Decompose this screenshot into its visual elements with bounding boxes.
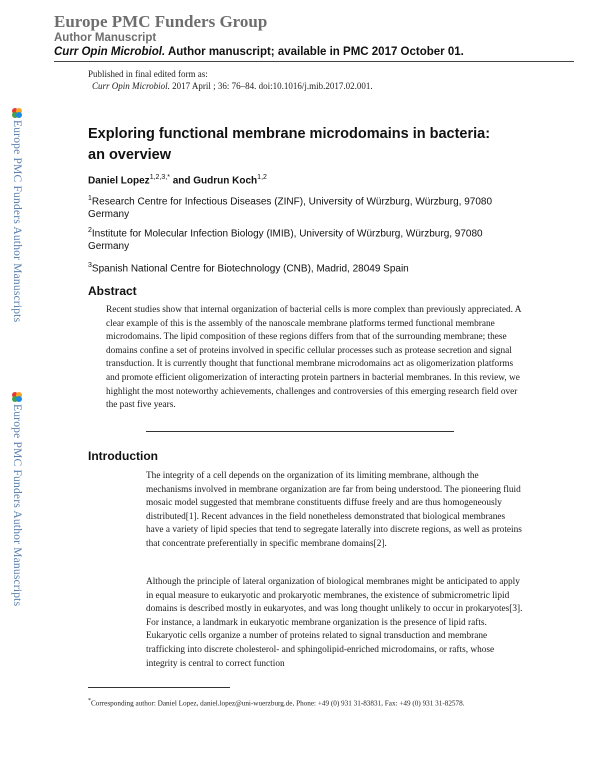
published-citation <box>88 80 373 92</box>
sidebar-watermark-bottom <box>8 392 26 606</box>
published-info <box>88 68 373 92</box>
availability-text: Author manuscript; available in PMC 2017 October 01. <box>165 46 464 58</box>
affiliation: $^1$Research Centre for Infectious Diseases (ZINF), University of Würzburg, Würzburg, 97080 Germany <box>88 195 493 221</box>
author-manuscript-label: Author Manuscript <box>54 32 157 44</box>
europe-pmc-logo-icon <box>12 392 22 402</box>
journal-name: Curr Opin Microbiol. <box>54 46 166 58</box>
footnote-marker: * <box>88 698 91 704</box>
footnote-rule <box>88 687 230 688</box>
author-list <box>88 174 267 186</box>
author-conjunction: and <box>169 175 194 187</box>
introduction-heading: Introduction <box>88 449 158 463</box>
affiliation: $^2$Institute for Molecular Infection Biology (IMIB), University of Würzburg, Würzburg, 97080 Germany <box>88 227 483 253</box>
intro-paragraph: The integrity of a cell depends on the organization of its limiting membrane, although the mechanisms involved in membrane organization are far from being understood. The pioneering fluid mosaic model suggested that membrane constituents diffuse freely and are thus homogeneously distributed[1]. Recent advances in the field nonetheless demonstrated that biological membranes have a variety of lipid species that tend to segregate laterally into discrete regions, as well as proteins that concentrate preferentially in specific membrane domains[2]. <box>146 471 522 549</box>
header-rule <box>54 61 574 62</box>
journal-header <box>54 12 574 62</box>
published-label: Published in final edited form as: <box>88 69 208 79</box>
abstract-text: Recent studies show that internal organization of bacterial cells is more complex than previously appreciated. A clear example of this is the assembly of the nanoscale membrane platforms termed functional membrane microdomains. The lipid composition of these regions differs from that of the surrounding membrane; these domains confine a set of proteins involved in specific cellular processes such as protease secretion and signal transduction. It is currently thought that functional membrane microdomains act as oligomerization platforms and promote efficient oligomerization of interacting protein partners in bacterial membranes. In this review, we highlight the most noteworthy achievements, challenges and controversies of this emerging research field over the past five years. <box>106 305 521 411</box>
funders-group-title: Europe PMC Funders Group <box>54 12 268 31</box>
intro-paragraph: Although the principle of lateral organization of biological membranes might be anticipated to apply in equal measure to eukaryotic and prokaryotic membranes, the existence of submicrometric lipid domains is described mostly in eukaryotes, and was long thought unlikely to occur in prokaryotes[3]. For instance, a landmark in eukaryotic membrane organization is the presence of lipid rafts. Eukaryotic cells organize a number of proteins related to signal transduction and membrane trafficking into discrete cholesterol- and sphingolipid-enriched microdomains, or rafts, whose integrity is central to correct function <box>146 577 523 669</box>
published-ref: 2017 April ; 36: 76–84. doi:10.1016/j.mib.2017.02.001. <box>169 81 373 91</box>
author-affiliation-marks: 1,2,3,* <box>149 174 170 181</box>
author-name: Gudrun Koch <box>193 175 258 187</box>
affiliation: $^3$Spanish National Centre for Biotechnology (CNB), Madrid, 28049 Spain <box>88 262 409 275</box>
sidebar-label: Europe PMC Funders Author Manuscripts <box>11 404 23 607</box>
corresponding-author-footnote <box>88 696 558 708</box>
sidebar-watermark-top <box>8 108 26 322</box>
published-journal: Curr Opin Microbiol. <box>92 81 170 91</box>
sidebar-label: Europe PMC Funders Author Manuscripts <box>11 120 23 323</box>
author-name: Daniel Lopez <box>88 175 150 187</box>
footnote-text: Corresponding author: Daniel Lopez, daniel.lopez@uni-wuerzburg.de, Phone: +49 (0) 931 31-83831, Fax: +49 (0) 931 31-82578. <box>91 699 465 708</box>
abstract-heading: Abstract <box>88 284 137 298</box>
author-affiliation-marks: 1,2 <box>257 174 267 181</box>
abstract-divider <box>146 431 454 432</box>
availability-line <box>54 45 574 59</box>
europe-pmc-logo-icon <box>12 108 22 118</box>
article-title: Exploring functional membrane microdomains in bacteria: an overview <box>88 126 491 163</box>
